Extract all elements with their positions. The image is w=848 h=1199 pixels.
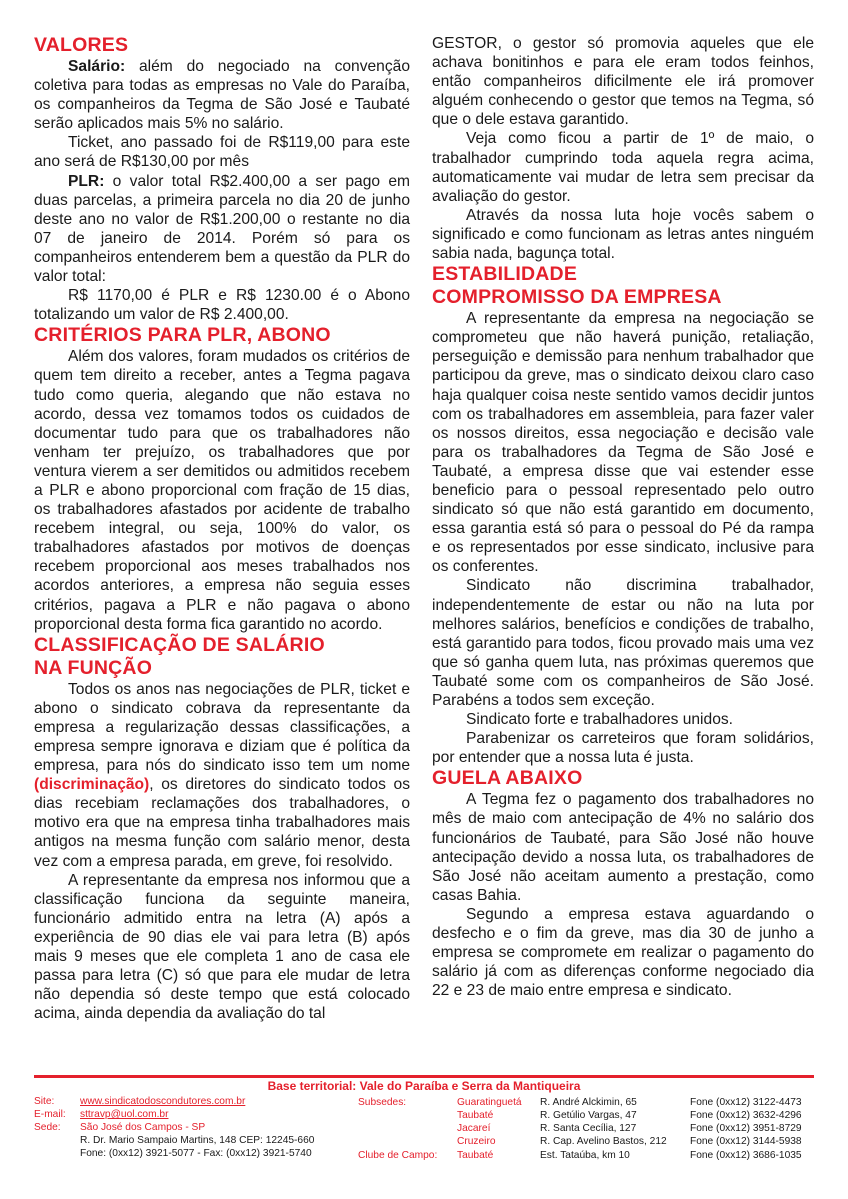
paragraph-classificacao [34, 680, 410, 871]
site-label: Site: [34, 1096, 55, 1107]
sede-label: Sede: [34, 1122, 61, 1133]
clube-city: Taubaté [457, 1150, 494, 1161]
text-salario: além do negociado na convenção coletiva para todas as empresas no Vale do Paraíba, os companheiros da Tegma de São José e Taubaté serão aplicados mais 5% no salário. [34, 58, 410, 133]
clube-label: Clube de Campo: [358, 1150, 438, 1161]
heading-estabilidade: ESTABILIDADE [432, 263, 578, 286]
paragraph-luta: Através da nossa luta hoje vocês sabem o significado e como funcionam as letras antes ninguém sabia nada, bagunça total. [432, 206, 814, 263]
footer [34, 1079, 814, 1093]
site-link[interactable]: www.sindicatodoscondutores.com.br [80, 1096, 246, 1107]
label-plr: PLR: [68, 172, 105, 190]
paragraph-compromisso: A representante da empresa na negociação se comprometeu que não haverá punição, retaliação, perseguição e demissão para nenhum trabalhador que participou da greve, mas o sindicato deixou claro caso haja qualquer coisa neste sentido vamos decidir juntos com os trabalhadores em assembleia, para fazer valer os nossos direitos, essa negociação e decisão vale para os trabalhadores da Tegma de São José e Taubaté, a empresa disse que vai estender esse beneficio para o pessoal representado pelo outro sindicato só que não está garantido em documento, essa garantia está só para o pessoal do Pé da rampa e os representados por esse sindicato, inclusive para os conferentes. [432, 310, 814, 576]
subsede-address: R. Getúlio Vargas, 47 [540, 1110, 637, 1121]
paragraph-salario [34, 57, 410, 133]
email-label: E-mail: [34, 1109, 66, 1120]
clube-address: Est. Tataúba, km 10 [540, 1150, 630, 1161]
sede-address: R. Dr. Mario Sampaio Martins, 148 CEP: 12245-660 [80, 1135, 315, 1146]
subsedes-label: Subsedes: [358, 1097, 407, 1108]
heading-guela-abaixo: GUELA ABAIXO [432, 767, 583, 790]
paragraph-carreteiros: Parabenizar os carreteiros que foram solidários, por entender que a nossa luta é justa. [432, 730, 814, 767]
paragraph-plr [34, 172, 410, 287]
paragraph-antecipacao: A Tegma fez o pagamento dos trabalhadores no mês de maio com antecipação de 4% no salário dos funcionários de Taubaté, para São José não houve antecipação devido a nossa luta, os trabalhadores de São José não aceitam aumento a prestação, como casas Bahia. [432, 791, 814, 904]
paragraph-sindicato: Sindicato não discrimina trabalhador, independentemente de estar ou não na luta por melhores salários, benefícios e condições de trabalho, está garantido para todos, ficou provado mais uma vez que só ganha quem luta, nas próximas queremos que Taubaté some com os companheiros de São José. Parabéns a todos sem exceção. [432, 577, 814, 709]
paragraph-ticket: Ticket, ano passado foi de R$119,00 para este ano será de R$130,00 por mês [34, 134, 410, 171]
heading-na-funcao: NA FUNÇÃO [34, 656, 153, 679]
right-column [432, 34, 814, 1000]
heading-criterios: CRITÉRIOS PARA PLR, ABONO [34, 324, 331, 347]
sede-phone: Fone: (0xx12) 3921-5077 - Fax: (0xx12) 3921-5740 [80, 1148, 312, 1159]
paragraph-sindicato-forte: Sindicato forte e trabalhadores unidos. [466, 711, 733, 729]
text-discriminacao: (discriminação) [34, 776, 150, 794]
paragraph-abono: R$ 1170,00 é PLR e R$ 1230.00 é o Abono totalizando um valor de R$ 2.400,00. [34, 287, 410, 324]
heading-valores: VALORES [34, 34, 129, 56]
text-class-a: Todos os anos nas negociações de PLR, ticket e abono o sindicato cobrava da representante da empresa a regularização dessas classificações, a empresa sempre ignorava e diziam que é política da empresa, para nós do sindicato isso tem um nome [34, 680, 410, 775]
clube-phone: Fone (0xx12) 3686-1035 [690, 1150, 802, 1161]
left-column [34, 34, 410, 1023]
paragraph-maio: Veja como ficou a partir de 1º de maio, o trabalhador cumprindo toda aquela regra acima, automaticamente vai mudar de letra sem precisar da avaliação do gestor. [432, 130, 814, 205]
subsede-phone: Fone (0xx12) 3144-5938 [690, 1136, 802, 1147]
label-salario: Salário: [68, 58, 126, 75]
email-link[interactable]: sttravp@uol.com.br [80, 1109, 169, 1120]
subsede-address: R. André Alckimin, 65 [540, 1097, 637, 1108]
footer-divider [34, 1075, 814, 1078]
subsede-phone: Fone (0xx12) 3122-4473 [690, 1097, 802, 1108]
subsede-city: Cruzeiro [457, 1136, 496, 1147]
subsede-city: Jacareí [457, 1123, 491, 1134]
text-class-b: , os diretores do sindicato todos os dias recebiam reclamações dos trabalhadores, o motivo era que na empresa tinha trabalhadores mais antigos na mesma função com salário menor, desta vez com a empresa parada, em greve, foi resolvido. [34, 776, 410, 870]
subsede-phone: Fone (0xx12) 3632-4296 [690, 1110, 802, 1121]
heading-classificacao: CLASSIFICAÇÃO DE SALÁRIO [34, 633, 325, 656]
subsede-city: Guaratinguetá [457, 1097, 522, 1108]
paragraph-gestor: GESTOR, o gestor só promovia aqueles que ele achava bonitinhos e para ele eram todos feinhos, então companheiros dificilmente ele irá promover alguém conhecendo o gestor que temos na Tegma, só que o dele estava garantido. [432, 35, 814, 129]
subsede-phone: Fone (0xx12) 3951-8729 [690, 1123, 802, 1134]
subsede-address: R. Santa Cecília, 127 [540, 1123, 637, 1134]
heading-compromisso: COMPROMISSO DA EMPRESA [432, 286, 722, 309]
paragraph-criterios: Além dos valores, foram mudados os critérios de quem tem direito a receber, antes a Tegma pagava tudo como queria, alegando que não estava no acordo, dessa vez tomamos todos os cuidados de documentar tudo para que os trabalhadores não venham ter prejuízo, os trabalhadores que por ventura vierem a ser demitidos ou admitidos recebem a PLR e abono proporcional com fração de 15 dias, os trabalhadores afastados por acidente de trabalho recebem integral, ou seja, 100% do valor, os trabalhadores afastados por motivos de doenças recebem proporcional aos meses trabalhados nos acordos anteriores, a empresa não seguia esses critérios, pagava a PLR e não pagava o abono proporcional desta forma fica garantido no acordo. [34, 348, 410, 633]
paragraph-letras: A representante da empresa nos informou que a classificação funciona da seguinte maneira, funcionário admitido entra na letra (A) após a experiência de 90 dias ele vai para letra (B) após mais 9 meses que ele completa 1 ano de casa ele passa para letra (C) só que para ele mudar de letra não dependia só deste tempo que está colocado acima, ainda dependia da avaliação do tal [34, 871, 410, 1023]
subsede-city: Taubaté [457, 1110, 494, 1121]
sede-city: São José dos Campos - SP [80, 1122, 206, 1133]
paragraph-pagamento: Segundo a empresa estava aguardando o desfecho e o fim da greve, mas dia 30 de junho a empresa se compromete em realizar o pagamento do salário já com as diferenças conforme negociado dia 22 e 23 de maio entre empresa e sindicato. [432, 905, 814, 1000]
text-plr: o valor total R$2.400,00 a ser pago em duas parcelas, a primeira parcela no dia 20 de junho deste ano no valor de R$1.200,00 o restante no dia 07 de janeiro de 2014. Porém só para os companheiros entenderem bem a questão da PLR do valor total: [34, 172, 410, 286]
subsede-address: R. Cap. Avelino Bastos, 212 [540, 1136, 667, 1147]
footer-title: Base territorial: Vale do Paraíba e Serra da Mantiqueira [267, 1079, 581, 1093]
